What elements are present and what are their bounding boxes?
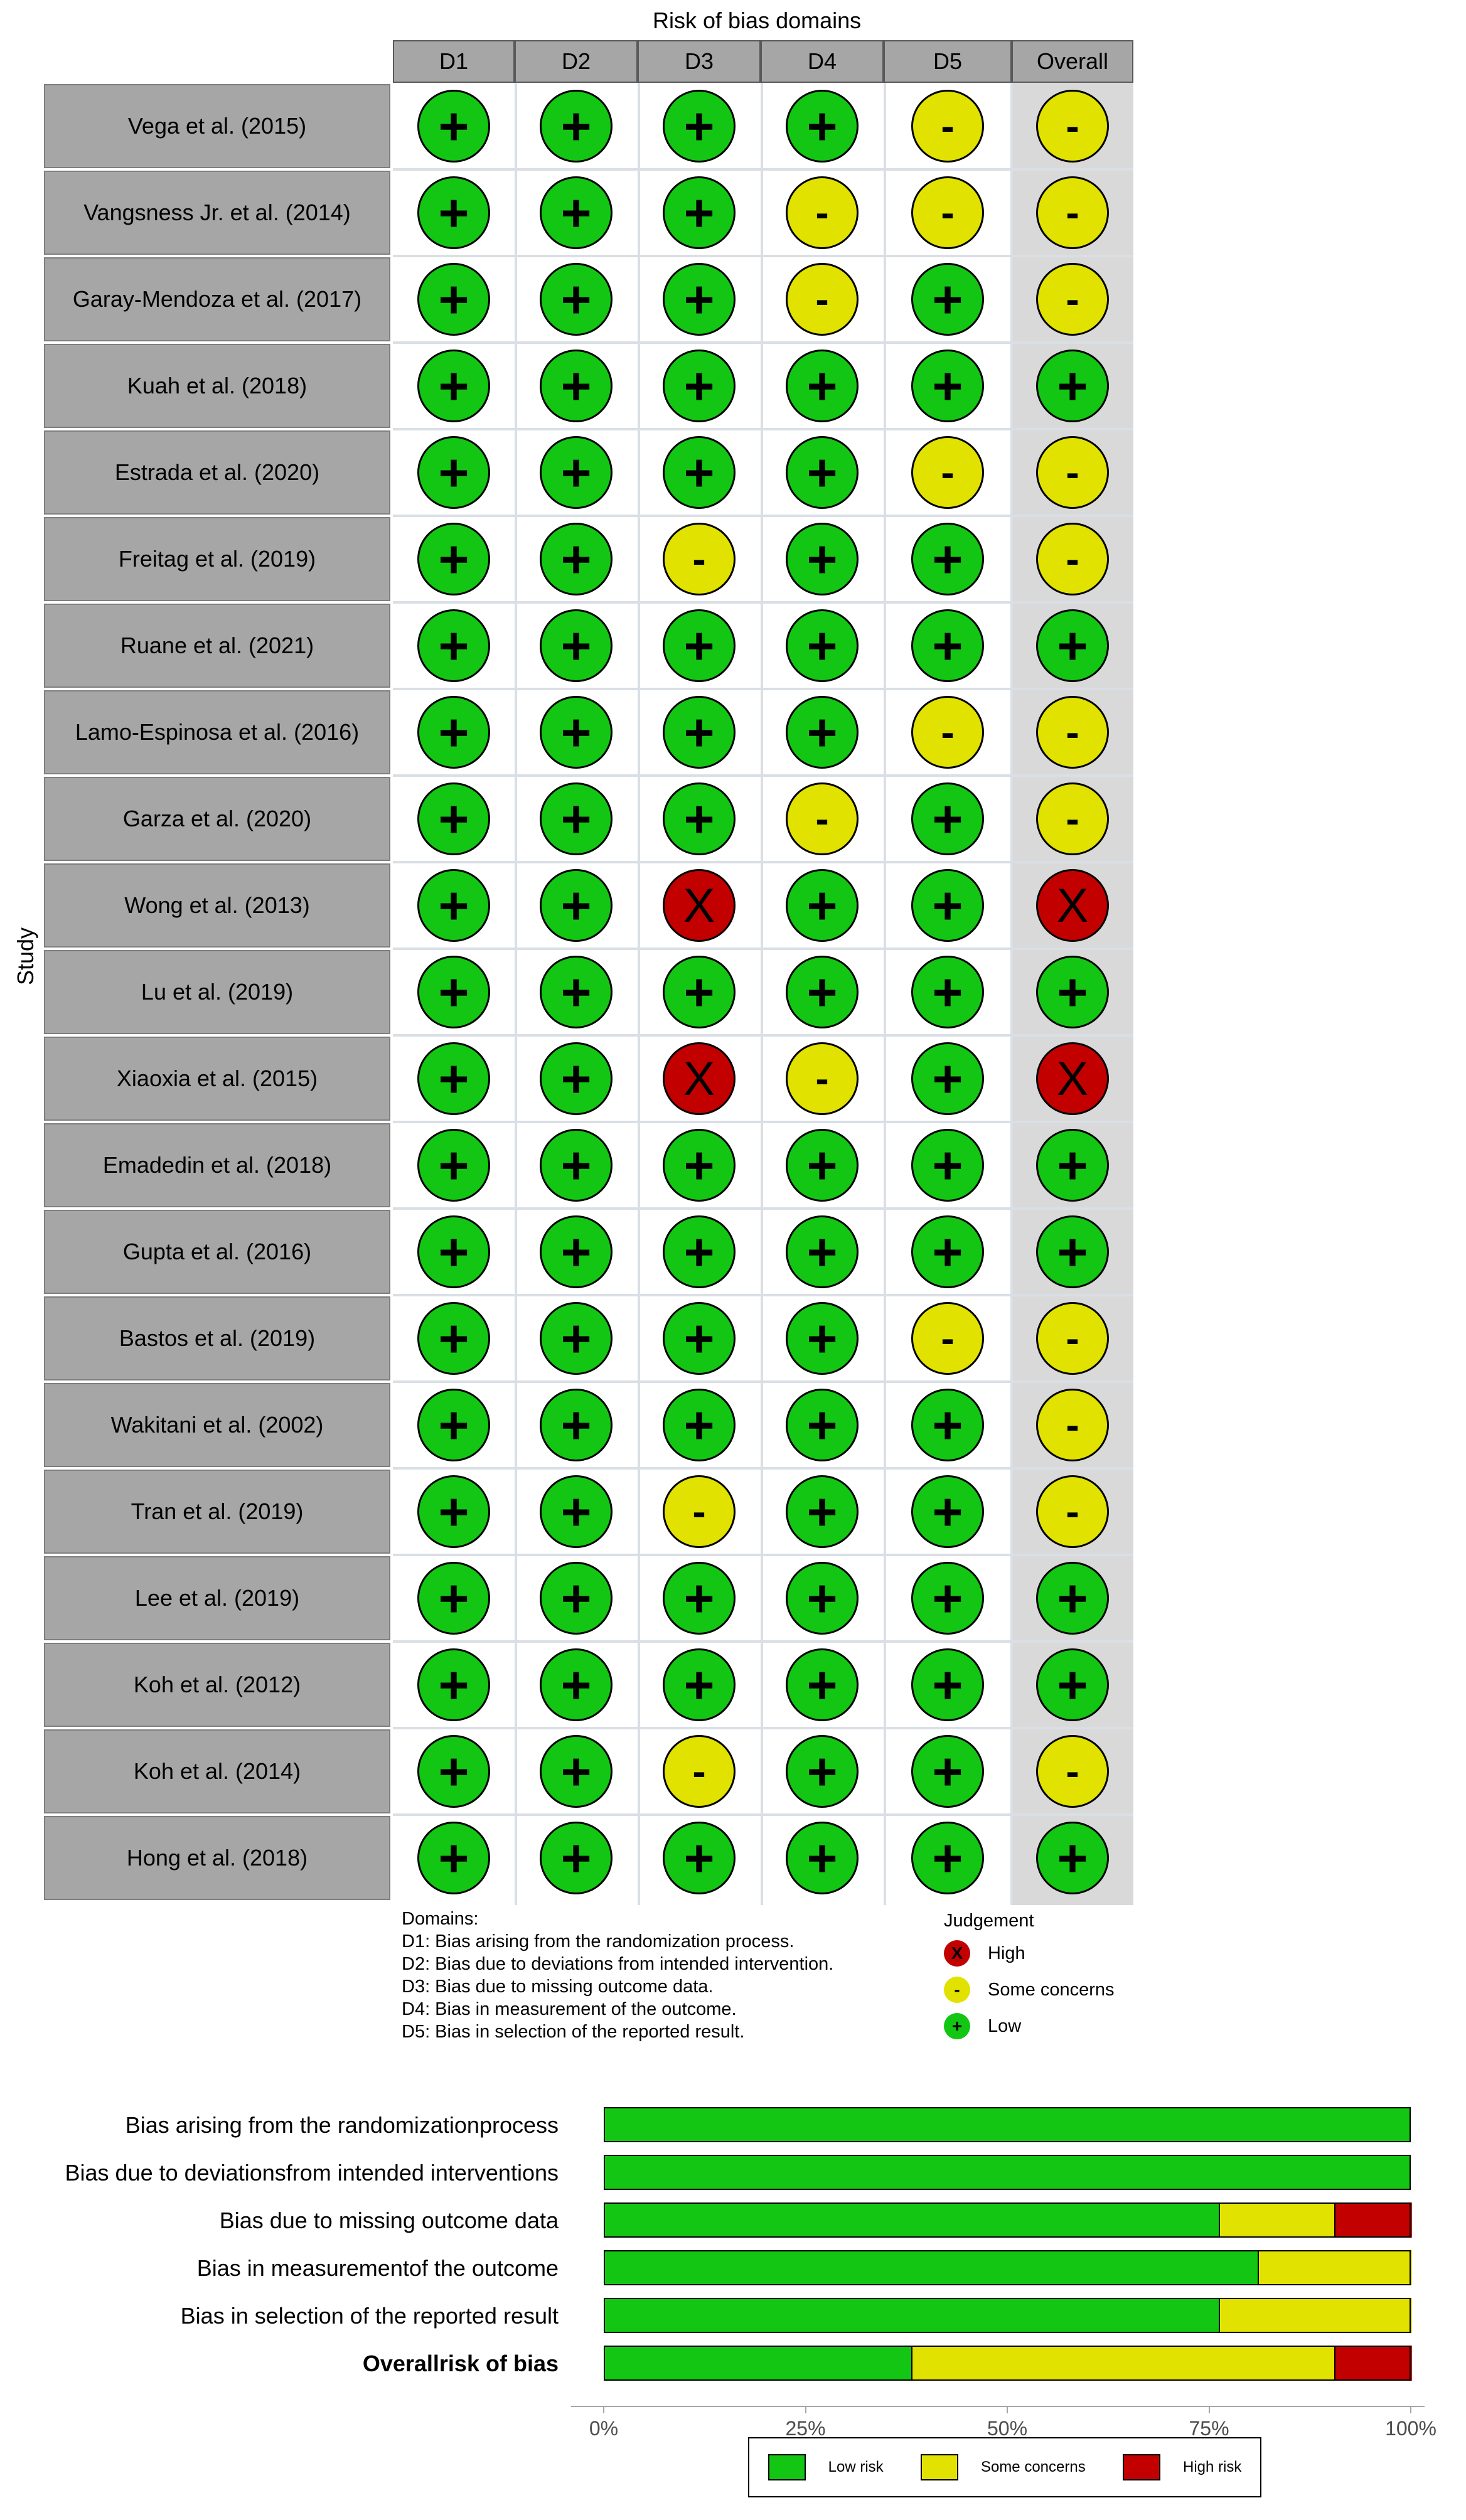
- domain-header-d3: D3: [638, 40, 761, 83]
- judgement-low-d3: +: [663, 263, 736, 336]
- judgement-low-d3: +: [663, 1129, 736, 1202]
- judgement-low-d1: +: [417, 1735, 490, 1808]
- judgement-low-d3: +: [663, 1215, 736, 1288]
- judgement-low-d1: +: [417, 1042, 490, 1115]
- judgement-some-overall: -: [1036, 1389, 1109, 1461]
- domains-legend-title: Domains:: [402, 1909, 479, 1929]
- judgement-some-d5: -: [911, 90, 984, 163]
- row-divider: [393, 1034, 1133, 1037]
- x-axis-line: [571, 2406, 1425, 2407]
- row-divider: [393, 1640, 1133, 1643]
- judgement-legend-title: Judgement: [944, 1911, 1034, 1931]
- row-divider: [393, 1207, 1133, 1210]
- judgement-low-d4: +: [786, 523, 859, 595]
- judgement-low-d1: +: [417, 436, 490, 509]
- judgement-low-overall: +: [1036, 350, 1109, 422]
- judgement-low-d3: +: [663, 176, 736, 249]
- domain-header-overall: Overall: [1012, 40, 1133, 83]
- bar-outline: [604, 2250, 1411, 2285]
- judgement-low-d5: +: [911, 1215, 984, 1288]
- judgement-some-d4: -: [786, 263, 859, 336]
- row-divider: [393, 1380, 1133, 1383]
- domains-legend-item: D1: Bias arising from the randomization process.: [402, 1931, 795, 1951]
- study-label: Wakitani et al. (2002): [44, 1383, 390, 1467]
- judgement-low-overall: +: [1036, 1562, 1109, 1635]
- study-label: Tran et al. (2019): [44, 1470, 390, 1554]
- judgement-low-d1: +: [417, 782, 490, 855]
- judgement-low-d3: +: [663, 956, 736, 1028]
- judgement-low-d2: +: [540, 176, 613, 249]
- study-axis-title: Study: [13, 927, 38, 985]
- category-label: Bias in selection of the reported result: [180, 2303, 559, 2329]
- judgement-low-d2: +: [540, 1042, 613, 1115]
- judgement-some-d4: -: [786, 782, 859, 855]
- judgement-low-d2: +: [540, 1475, 613, 1548]
- judgement-low-d1: +: [417, 1215, 490, 1288]
- row-divider: [393, 1727, 1133, 1729]
- judgement-low-d2: +: [540, 1562, 613, 1635]
- legend-item-some-concerns: [921, 2454, 1086, 2480]
- judgement-low-d3: +: [663, 1302, 736, 1375]
- legend-item-low-risk: [768, 2454, 884, 2480]
- judgement-legend-items: [944, 1935, 1115, 2044]
- judgement-low-d1: +: [417, 1562, 490, 1635]
- judgement-low-overall: +: [1036, 1129, 1109, 1202]
- study-label: Lee et al. (2019): [44, 1556, 390, 1640]
- domain-header-d5: D5: [884, 40, 1012, 83]
- judgement-low-d5: +: [911, 782, 984, 855]
- study-label: Emadedin et al. (2018): [44, 1123, 390, 1207]
- x-tick-mark: [1410, 2406, 1411, 2413]
- judgement-low-d1: +: [417, 1389, 490, 1461]
- x-tick-label: 0%: [589, 2417, 619, 2440]
- judgement-low-d1: +: [417, 90, 490, 163]
- column-divider: [761, 83, 763, 1905]
- bar-outline: [604, 2298, 1411, 2333]
- judgement-some-d3: -: [663, 1735, 736, 1808]
- legend-swatch: [768, 2454, 806, 2480]
- judgement-low-d3: +: [663, 1822, 736, 1894]
- judgement-low-d3: +: [663, 1389, 736, 1461]
- legend-swatch: [921, 2454, 958, 2480]
- judgement-low-d1: +: [417, 609, 490, 682]
- judgement-low-overall: +: [1036, 956, 1109, 1028]
- bar-outline: [604, 2107, 1411, 2142]
- judgement-high-overall: X: [1036, 869, 1109, 942]
- row-divider: [393, 1294, 1133, 1296]
- bar-outline: [604, 2346, 1411, 2381]
- judgement-low-d5: +: [911, 1648, 984, 1721]
- study-label: Lu et al. (2019): [44, 950, 390, 1034]
- judgement-low-d5: +: [911, 609, 984, 682]
- judgement-low-d2: +: [540, 782, 613, 855]
- study-label: Vega et al. (2015): [44, 84, 390, 168]
- study-label: Gupta et al. (2016): [44, 1210, 390, 1294]
- category-label: Bias due to missing outcome data: [219, 2208, 559, 2233]
- domains-legend-items: [402, 1930, 833, 2043]
- judgement-low-d2: +: [540, 1215, 613, 1288]
- row-divider: [393, 168, 1133, 171]
- legend-label: Low risk: [828, 2459, 884, 2475]
- judgement-some-d5: -: [911, 436, 984, 509]
- judgement-low-overall: +: [1036, 1215, 1109, 1288]
- row-divider: [393, 1813, 1133, 1816]
- judgement-low-d4: +: [786, 90, 859, 163]
- judgement-low-d2: +: [540, 1389, 613, 1461]
- judgement-low-d2: +: [540, 1648, 613, 1721]
- judgement-low-d2: +: [540, 1735, 613, 1808]
- row-divider: [393, 1554, 1133, 1556]
- row-divider: [393, 255, 1133, 257]
- column-divider: [638, 83, 640, 1905]
- judgement-low-d4: +: [786, 436, 859, 509]
- study-label: Lamo-Espinosa et al. (2016): [44, 690, 390, 774]
- judgement-low-d3: +: [663, 90, 736, 163]
- category-label: Bias arising from the randomizationprocess: [125, 2112, 559, 2138]
- judgement-low-d5: +: [911, 263, 984, 336]
- judgement-low-d4: +: [786, 609, 859, 682]
- study-label: Garza et al. (2020): [44, 777, 390, 861]
- judgement-low-d3: +: [663, 1562, 736, 1635]
- judgement-low-d2: +: [540, 263, 613, 336]
- judgement-low-d5: +: [911, 350, 984, 422]
- judgement-low-d1: +: [417, 176, 490, 249]
- judgement-low-d4: +: [786, 1475, 859, 1548]
- judgement-low-d4: +: [786, 956, 859, 1028]
- x-tick-label: 75%: [1189, 2417, 1229, 2440]
- category-label: Bias in measurementof the outcome: [196, 2255, 559, 2281]
- domain-header-d4: D4: [761, 40, 884, 83]
- study-label: Xiaoxia et al. (2015): [44, 1037, 390, 1121]
- judgement-legend-item-some: [944, 1972, 1115, 2008]
- judgement-low-d4: +: [786, 1129, 859, 1202]
- domain-header-d1: D1: [393, 40, 515, 83]
- judgement-low-icon: +: [944, 2013, 970, 2039]
- judgement-low-d1: +: [417, 1648, 490, 1721]
- judgement-some-overall: -: [1036, 696, 1109, 769]
- judgement-some-d4: -: [786, 176, 859, 249]
- judgement-low-d1: +: [417, 1475, 490, 1548]
- legend-swatch: [1123, 2454, 1160, 2480]
- x-tick-mark: [805, 2406, 806, 2413]
- summary-legend: [748, 2437, 1261, 2497]
- judgement-some-d3: -: [663, 1475, 736, 1548]
- judgement-low-d2: +: [540, 1822, 613, 1894]
- judgement-some-d5: -: [911, 176, 984, 249]
- row-divider: [393, 515, 1133, 517]
- domains-legend: [402, 1908, 833, 2043]
- judgement-low-d4: +: [786, 1648, 859, 1721]
- study-label: Kuah et al. (2018): [44, 344, 390, 428]
- study-label: Koh et al. (2014): [44, 1729, 390, 1813]
- domain-header-d2: D2: [515, 40, 638, 83]
- judgement-some-overall: -: [1036, 90, 1109, 163]
- judgement-low-d4: +: [786, 1215, 859, 1288]
- judgement-some-overall: -: [1036, 782, 1109, 855]
- judgement-low-d4: +: [786, 869, 859, 942]
- judgement-low-d3: +: [663, 436, 736, 509]
- judgement-some-overall: -: [1036, 176, 1109, 249]
- x-tick-mark: [603, 2406, 604, 2413]
- row-divider: [393, 601, 1133, 604]
- row-divider: [393, 774, 1133, 777]
- x-tick-mark: [1007, 2406, 1008, 2413]
- column-divider: [884, 83, 886, 1905]
- judgement-legend-label: Some concerns: [988, 1979, 1115, 2000]
- study-label: Koh et al. (2012): [44, 1643, 390, 1727]
- judgement-low-overall: +: [1036, 1648, 1109, 1721]
- judgement-low-d5: +: [911, 869, 984, 942]
- judgement-some-overall: -: [1036, 1302, 1109, 1375]
- judgement-low-d5: +: [911, 1562, 984, 1635]
- judgement-low-d2: +: [540, 523, 613, 595]
- judgement-some-icon: -: [944, 1977, 970, 2003]
- judgement-some-d4: -: [786, 1042, 859, 1115]
- judgement-low-d5: +: [911, 956, 984, 1028]
- judgement-low-d4: +: [786, 696, 859, 769]
- judgement-low-d5: +: [911, 1042, 984, 1115]
- judgement-low-d1: +: [417, 696, 490, 769]
- domains-legend-item: D4: Bias in measurement of the outcome.: [402, 1999, 737, 2019]
- judgement-some-d5: -: [911, 1302, 984, 1375]
- top-axis-title: Risk of bias domains: [653, 8, 862, 33]
- judgement-low-d2: +: [540, 436, 613, 509]
- judgement-legend-item-high: [944, 1935, 1115, 1972]
- judgement-low-d5: +: [911, 1389, 984, 1461]
- judgement-low-d3: +: [663, 1648, 736, 1721]
- judgement-low-d5: +: [911, 1475, 984, 1548]
- judgement-low-d1: +: [417, 1302, 490, 1375]
- row-divider: [393, 948, 1133, 950]
- judgement-low-overall: +: [1036, 609, 1109, 682]
- study-label: Vangsness Jr. et al. (2014): [44, 171, 390, 255]
- category-label: Overallrisk of bias: [362, 2351, 559, 2376]
- judgement-low-d1: +: [417, 1129, 490, 1202]
- judgement-low-d1: +: [417, 523, 490, 595]
- study-label: Estrada et al. (2020): [44, 430, 390, 515]
- study-label: Ruane et al. (2021): [44, 604, 390, 688]
- legend-label: Some concerns: [980, 2459, 1086, 2475]
- judgement-low-d3: +: [663, 696, 736, 769]
- judgement-some-overall: -: [1036, 1735, 1109, 1808]
- x-tick-mark: [1209, 2406, 1210, 2413]
- bar-outline: [604, 2155, 1411, 2190]
- judgement-high-icon: X: [944, 1940, 970, 1967]
- domains-legend-item: D2: Bias due to deviations from intended intervention.: [402, 1954, 834, 1974]
- judgement-low-overall: +: [1036, 1822, 1109, 1894]
- judgement-some-overall: -: [1036, 523, 1109, 595]
- judgement-low-d4: +: [786, 1389, 859, 1461]
- x-tick-label: 25%: [785, 2417, 826, 2440]
- judgement-low-d4: +: [786, 1822, 859, 1894]
- row-divider: [393, 688, 1133, 690]
- judgement-legend: [944, 1911, 1115, 2044]
- judgement-low-d4: +: [786, 1562, 859, 1635]
- legend-label: High risk: [1182, 2459, 1242, 2475]
- judgement-low-d4: +: [786, 1302, 859, 1375]
- bar-outline: [604, 2202, 1411, 2238]
- judgement-low-d1: +: [417, 350, 490, 422]
- judgement-some-overall: -: [1036, 436, 1109, 509]
- category-label: Bias due to deviationsfrom intended interventions: [65, 2160, 559, 2186]
- column-divider: [1010, 83, 1013, 1905]
- judgement-low-d2: +: [540, 1302, 613, 1375]
- judgement-low-d1: +: [417, 869, 490, 942]
- judgement-legend-label: Low: [988, 2015, 1022, 2036]
- judgement-low-d5: +: [911, 523, 984, 595]
- row-divider: [393, 341, 1133, 344]
- judgement-low-d5: +: [911, 1129, 984, 1202]
- row-divider: [393, 861, 1133, 863]
- judgement-low-d5: +: [911, 1735, 984, 1808]
- judgement-low-d4: +: [786, 1735, 859, 1808]
- row-divider: [393, 428, 1133, 430]
- judgement-high-overall: X: [1036, 1042, 1109, 1115]
- study-label: Wong et al. (2013): [44, 863, 390, 948]
- judgement-low-d2: +: [540, 696, 613, 769]
- judgement-low-d3: +: [663, 350, 736, 422]
- study-label: Hong et al. (2018): [44, 1816, 390, 1900]
- legend-item-high-risk: [1123, 2454, 1241, 2480]
- x-tick-label: 50%: [987, 2417, 1028, 2440]
- domains-legend-item: D5: Bias in selection of the reported result.: [402, 2022, 745, 2042]
- domains-legend-item: D3: Bias due to missing outcome data.: [402, 1977, 714, 1997]
- judgement-some-overall: -: [1036, 1475, 1109, 1548]
- judgement-high-d3: X: [663, 1042, 736, 1115]
- judgement-low-d2: +: [540, 869, 613, 942]
- study-label: Freitag et al. (2019): [44, 517, 390, 601]
- judgement-low-d1: +: [417, 1822, 490, 1894]
- judgement-legend-label: High: [988, 1943, 1025, 1963]
- judgement-high-d3: X: [663, 869, 736, 942]
- judgement-low-d2: +: [540, 1129, 613, 1202]
- judgement-low-d2: +: [540, 956, 613, 1028]
- judgement-low-d5: +: [911, 1822, 984, 1894]
- judgement-low-d1: +: [417, 956, 490, 1028]
- judgement-low-d3: +: [663, 609, 736, 682]
- judgement-low-d2: +: [540, 350, 613, 422]
- column-divider: [515, 83, 517, 1905]
- judgement-low-d1: +: [417, 263, 490, 336]
- judgement-low-d3: +: [663, 782, 736, 855]
- judgement-low-d2: +: [540, 90, 613, 163]
- judgement-some-d3: -: [663, 523, 736, 595]
- judgement-legend-item-low: [944, 2008, 1115, 2044]
- x-tick-label: 100%: [1385, 2417, 1437, 2440]
- row-divider: [393, 1121, 1133, 1123]
- study-label: Bastos et al. (2019): [44, 1296, 390, 1380]
- row-divider: [393, 1467, 1133, 1470]
- judgement-some-overall: -: [1036, 263, 1109, 336]
- judgement-some-d5: -: [911, 696, 984, 769]
- study-label: Garay-Mendoza et al. (2017): [44, 257, 390, 341]
- judgement-low-d2: +: [540, 609, 613, 682]
- judgement-low-d4: +: [786, 350, 859, 422]
